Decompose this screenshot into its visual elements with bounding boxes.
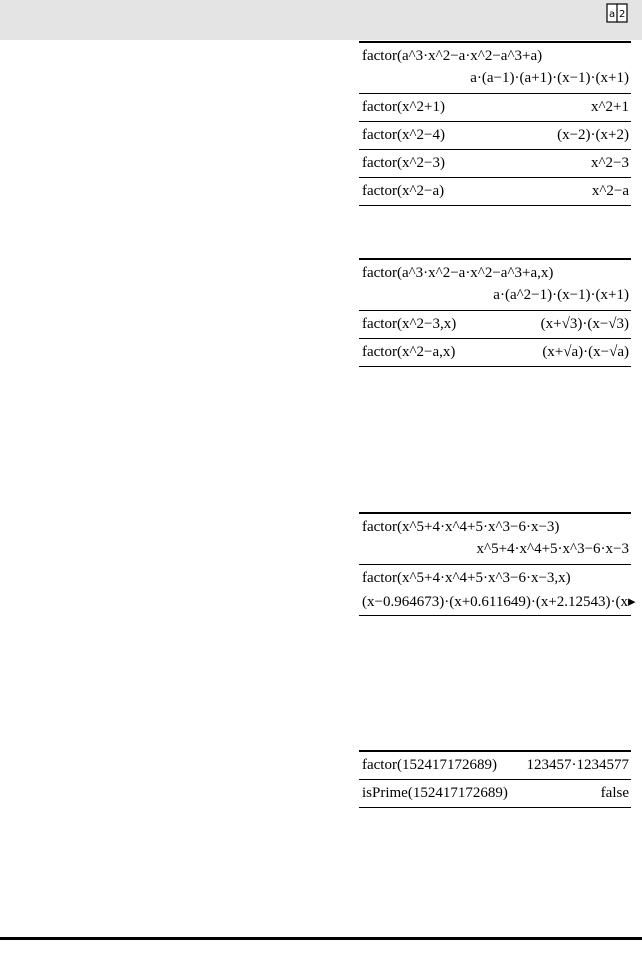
- entry-row: [359, 177, 631, 206]
- entry-result: x^5+4·x^4+5·x^3−6·x−3: [476, 541, 629, 557]
- entry-row: [359, 338, 631, 367]
- entry-result: a·(a^2−1)·(x−1)·(x+1): [493, 287, 629, 303]
- entry-result: x^2−a: [591, 183, 629, 199]
- factor-examples-block-3: [359, 512, 636, 616]
- entry-row: [359, 149, 631, 177]
- entry-command: factor(x^5+4·x^4+5·x^3−6·x−3,x): [362, 570, 571, 586]
- entry-result: (x−2)·(x+2): [557, 127, 629, 143]
- entry-command: factor(x^2−a,x): [362, 344, 456, 360]
- entry-command: factor(a^3·x^2−a·x^2−a^3+a,x): [362, 265, 554, 281]
- entry-result: (x+√3)·(x−√3): [540, 316, 629, 332]
- entry-row: [359, 310, 631, 338]
- entry-result: x^2+1: [591, 99, 629, 115]
- entry-result: x^2−3: [591, 155, 629, 171]
- entry-result: (x+√a)·(x−√a): [542, 344, 629, 360]
- entry-result: false: [600, 785, 629, 801]
- bottom-rule: [0, 937, 642, 940]
- entry-result: 123457·1234577: [526, 757, 629, 773]
- entry-row: [359, 121, 631, 149]
- entry-row: [359, 93, 631, 121]
- entry-command: factor(x^5+4·x^4+5·x^3−6·x−3): [362, 519, 560, 535]
- factor-examples-block-2: [359, 258, 631, 367]
- entry-command: factor(x^2−a): [362, 183, 445, 199]
- top-bar: [0, 0, 642, 40]
- entry-command: factor(x^2−3): [362, 155, 445, 171]
- entry-command: factor(x^2+1): [362, 99, 445, 115]
- entry-result: (x−0.964673)·(x+0.611649)·(x+2.12543)·(x▸: [362, 594, 636, 610]
- entry-result: a·(a−1)·(a+1)·(x−1)·(x+1): [470, 70, 629, 86]
- svg-text:2: 2: [619, 9, 626, 20]
- entry-row: [359, 779, 631, 808]
- book-icon: [606, 3, 628, 23]
- entry-command: factor(x^2−4): [362, 127, 445, 143]
- entry-command: factor(a^3·x^2−a·x^2−a^3+a): [362, 48, 543, 64]
- entry-command: isPrime(152417172689): [362, 785, 508, 801]
- entry-row: [359, 750, 631, 779]
- factor-examples-block-1: [359, 41, 631, 206]
- entry-row: [359, 258, 631, 310]
- entry-command: factor(x^2−3,x): [362, 316, 457, 332]
- entry-command: factor(152417172689): [362, 757, 497, 773]
- svg-text:a: a: [609, 9, 616, 20]
- entry-row: [359, 41, 631, 93]
- factor-examples-block-4: [359, 750, 631, 808]
- entry-row: [359, 564, 636, 616]
- entry-row: [359, 512, 631, 564]
